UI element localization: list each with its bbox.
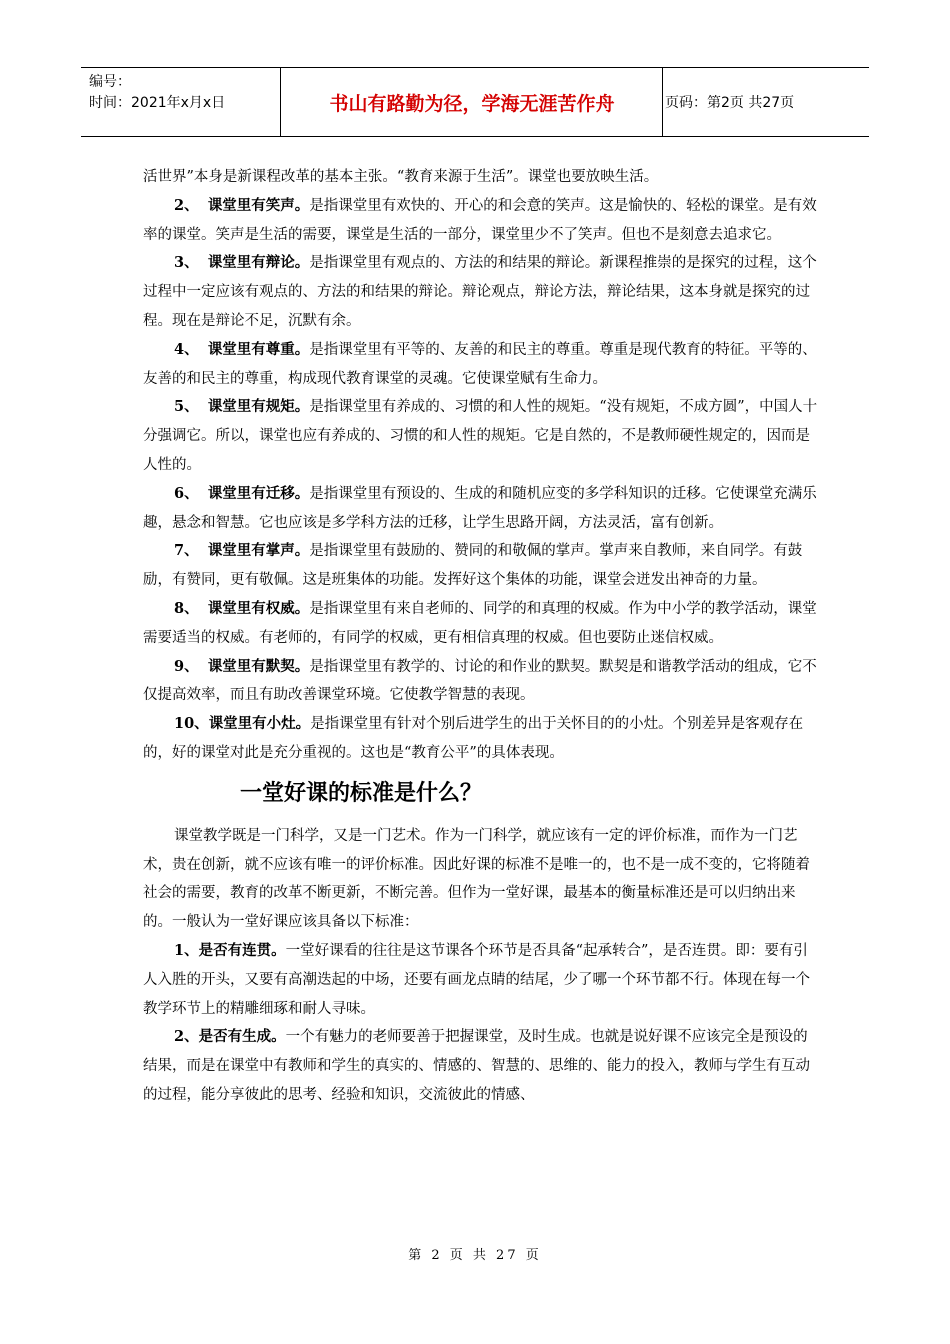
item-text: 是指课堂里有养成的、习惯的和人性的规矩。“没有规矩，不成方圆”，中国人十分强调它。所以，课堂也应有养成的、习惯的和人性的规矩。它是自然的，不是教师硬性规定的，因而是人性的。 (143, 399, 818, 473)
item-text: 是指课堂里有平等的、友善的和民主的尊重。尊重是现代教育的特征。平等的、友善的和民主的尊重，构成现代教育课堂的灵魂。它使课堂赋有生命力。 (143, 341, 817, 387)
item-number: 4、 (174, 340, 199, 358)
item-number: 7、 (174, 542, 199, 560)
item-paragraph (143, 393, 819, 479)
item-gap (199, 255, 208, 271)
item-paragraph (143, 480, 819, 538)
item-title: 课堂里有辩论。 (207, 254, 310, 272)
item-number: 5、 (174, 398, 199, 416)
criteria-title: 2、是否有生成。 (174, 1028, 286, 1046)
page-footer: 第 2 页 共 27 页 (408, 1248, 542, 1263)
item-paragraph (143, 537, 819, 595)
item-number: 2、 (174, 196, 199, 214)
item-title: 课堂里有尊重。 (207, 340, 310, 358)
item-paragraph (143, 249, 819, 335)
item-text: 是指课堂里有来自老师的、同学的和真理的权威。作为中小学的教学活动，课堂需要适当的权威。有老师的，有同学的权威，更有相信真理的权威。但也要防止迷信权威。 (143, 600, 817, 646)
header-meta (81, 68, 281, 136)
item-number: 10、 (174, 715, 209, 733)
intro-paragraph: 课堂教学既是一门科学，又是一门艺术。作为一门科学，就应该有一定的评价标准，而作为一门艺术，贵在创新，就不应该有唯一的评价标准。因此好课的标准不是唯一的，也不是一成不变的，它将随着社会的需要，教育的改革不断更新，不断完善。但作为一堂好课，最基本的衡量标准还是可以归纳出来的。一般认为一堂好课应该具备以下标准： (143, 827, 810, 931)
item-gap (199, 486, 208, 502)
item-text: 是指课堂里有观点的、方法的和结果的辩论。新课程推崇的是探究的过程，这个过程中一定应该有观点的、方法的和结果的辩论。辩论观点，辩论方法，辩论结果，这本身就是探究的过程。现在是辩论不足，沉默有余。 (143, 255, 817, 329)
item-title: 课堂里有权威。 (207, 599, 310, 617)
item-title: 课堂里有小灶。 (208, 715, 311, 733)
item-gap (199, 601, 208, 617)
item-title: 课堂里有默契。 (207, 657, 310, 675)
time-label: 时间：2021年x月x日 (89, 95, 226, 111)
item-title: 课堂里有规矩。 (207, 398, 310, 416)
criteria-paragraph (143, 1023, 819, 1109)
criteria-text: 一个有魅力的老师要善于把握课堂，及时生成。也就是说好课不应该完全是预设的结果，而是在课堂中有教师和学生的真实的、情感的、智慧的、思维的、能力的投入，教师与学生有互动的过程，能分享彼此的思考、经验和知识，交流彼此的情感、 (143, 1029, 810, 1103)
continuation-paragraph: 活世界”本身是新课程改革的基本主张。“教育来源于生活”。课堂也要放映生活。 (143, 169, 659, 185)
item-gap (199, 399, 208, 415)
criteria-paragraph (143, 937, 819, 1023)
criteria-title: 1、是否有连贯。 (174, 941, 286, 959)
item-text: 是指课堂里有鼓励的、赞同的和敬佩的掌声。掌声来自教师，来自同学。有鼓励，有赞同，更有敬佩。这是班集体的功能。发挥好这个集体的功能，课堂会迸发出神奇的力量。 (143, 543, 803, 589)
number-label: 编号： (89, 74, 131, 90)
item-gap (199, 342, 208, 358)
item-text: 是指课堂里有针对个别后进学生的出于关怀目的的小灶。个别差异是客观存在的，好的课堂对此是充分重视的。这也是“教育公平”的具体表现。 (143, 716, 804, 761)
item-paragraph (143, 710, 819, 768)
criteria-text: 一堂好课看的往往是这节课各个环节是否具备“起承转合”，是否连贯。即：要有引人入胜的开头，又要有高潮迭起的中场，还要有画龙点睛的结尾，少了哪一个环节都不行。体现在每一个教学环节上的精雕细琢和耐人寻味。 (143, 942, 810, 1017)
item-text: 是指课堂里有教学的、讨论的和作业的默契。默契是和谐教学活动的组成，它不仅提高效率，而且有助改善课堂环境。它使教学智慧的表现。 (143, 658, 817, 704)
item-title: 课堂里有掌声。 (207, 542, 310, 560)
header-motto: 书山有路勤为径，学海无涯苦作舟 (282, 68, 663, 136)
item-gap (199, 198, 208, 214)
header-page-info: 页码：第2页 共27页 (665, 95, 795, 111)
item-number: 6、 (174, 484, 199, 502)
item-title: 课堂里有迁移。 (207, 484, 310, 502)
item-paragraph (143, 192, 819, 250)
item-gap (199, 659, 208, 675)
classroom-items (143, 192, 819, 768)
item-paragraph (143, 595, 819, 653)
item-title: 课堂里有笑声。 (207, 196, 310, 214)
item-text: 是指课堂里有预设的、生成的和随机应变的多学科知识的迁移。它使课堂充满乐趣，悬念和智慧。它也应该是多学科方法的迁移，让学生思路开阔，方法灵活，富有创新。 (143, 485, 817, 531)
item-number: 3、 (174, 254, 199, 272)
item-number: 8、 (174, 599, 199, 617)
item-number: 9、 (174, 657, 199, 675)
page-header (81, 67, 869, 137)
document-body (143, 163, 819, 1110)
item-gap (199, 543, 208, 559)
section-title: 一堂好课的标准是什么？ (240, 780, 483, 806)
item-paragraph (143, 336, 819, 394)
item-paragraph (143, 653, 819, 711)
criteria-list (143, 937, 819, 1110)
item-text: 是指课堂里有欢快的、开心的和会意的笑声。这是愉快的、轻松的课堂。是有效率的课堂。笑声是生活的需要，课堂是生活的一部分，课堂里少不了笑声。但也不是刻意去追求它。 (143, 197, 817, 243)
